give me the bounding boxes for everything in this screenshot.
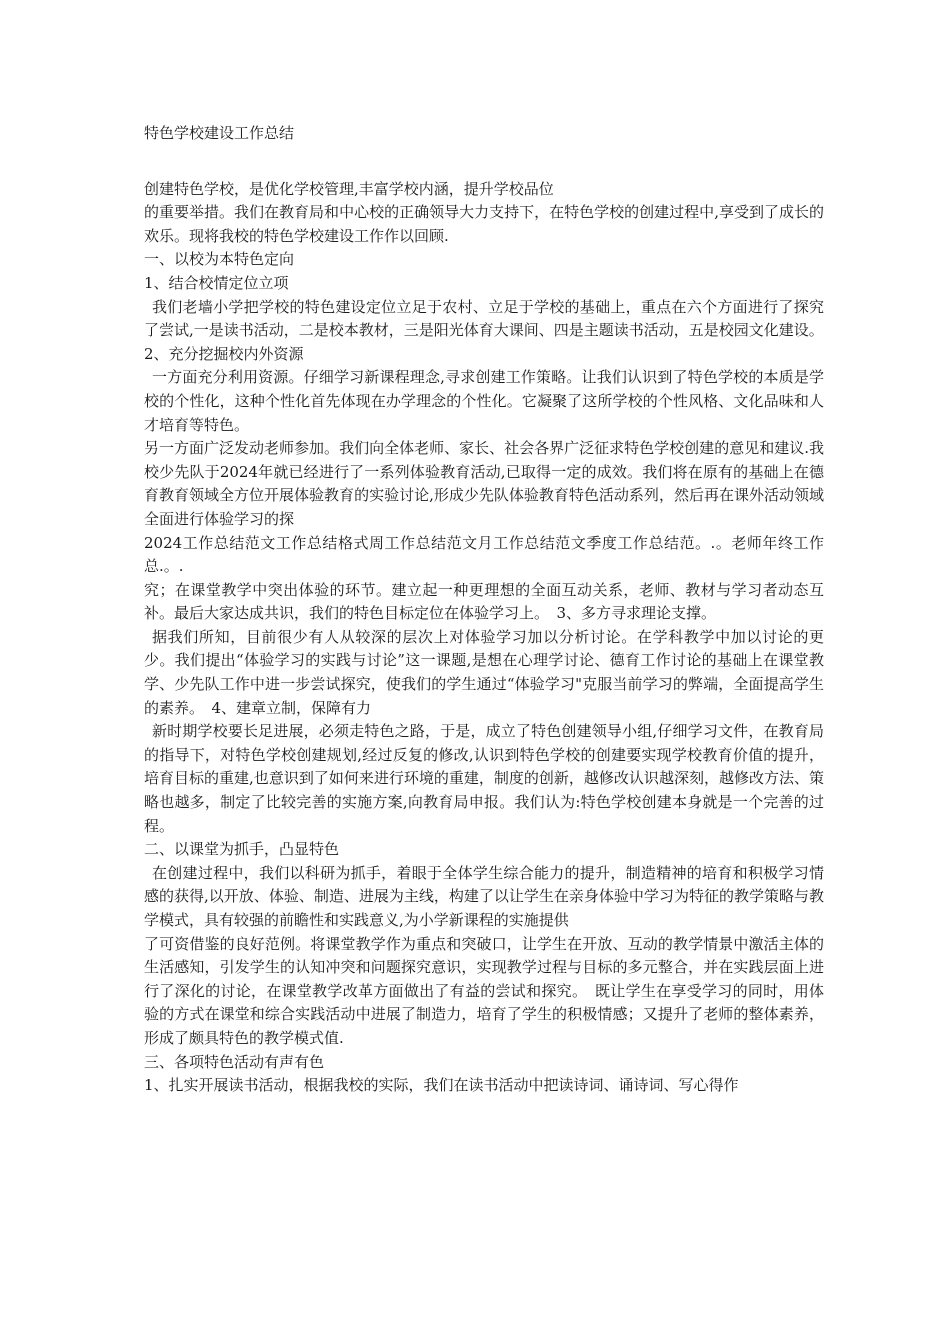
section-heading-2: 二、以课堂为抓手，凸显特色: [144, 840, 340, 859]
document-title: 特色学校建设工作总结: [144, 124, 295, 142]
paragraph-inserted-note: 2024工作总结范文工作总结格式周工作总结范文月工作总结范文季度工作总结范。.。老师年终工作总.。.: [144, 533, 824, 576]
paragraph-1-2-a: 一方面充分利用资源。仔细学习新课程理念,寻求创建工作策略。让我们认识到了特色学校的本质是学校的个性化，这种个性化首先体现在办学理念的个性化。它凝聚了这所学校的个性风格、文化品味和人才培育等特色。: [144, 368, 824, 434]
paragraph-1-1: 我们老墙小学把学校的特色建设定位立足于农村、立足于学校的基础上，重点在六个方面进行了探究了尝试,一是读书活动，二是校本教材，三是阳光体育大课间、四是主题读书活动，五是校园文化建设。: [144, 297, 824, 340]
paragraph-1-2-c: 究；在课堂教学中突出体验的环节。建立起一种更理想的全面互动关系，老师、教材与学习者动态互补。最后大家达成共识，我们的特色目标定位在体验学习上。 3、多方寻求理论支撑。: [144, 580, 824, 623]
paragraph-1-2-b: 另一方面广泛发动老师参加。我们向全体老师、家长、社会各界广泛征求特色学校创建的意见和建议.我校少先队于2024年就已经进行了一系列体验教育活动,已取得一定的成效。我们将在原有的基础上在德育教育领域全方位开展体验教育的实验讨论,形成少先队体验教育特色活动系列，然后再在课外活动领域全面进行体验学习的探: [144, 439, 824, 528]
paragraph-intro-2: 的重要举措。我们在教育局和中心校的正确领导大力支持下，在特色学校的创建过程中,享受到了成长的欢乐。现将我校的特色学校建设工作作以回顾.: [144, 203, 824, 245]
paragraph-3-1: 1、扎实开展读书活动，根据我校的实际，我们在读书活动中把读诗词、诵诗词、写心得作: [144, 1076, 739, 1095]
section-heading-1: 一、以校为本特色定向: [144, 250, 295, 269]
subsection-heading-1-2: 2、充分挖掘校内外资源: [144, 344, 304, 363]
section-heading-3: 三、各项特色活动有声有色: [144, 1052, 325, 1071]
subsection-heading-1-1: 1、结合校情定位立项: [144, 273, 289, 292]
paragraph-2-b: 了可资借鉴的良好范例。将课堂教学作为重点和突破口，让学生在开放、互动的教学情景中激活主体的生活感知，引发学生的认知冲突和问题探究意识，实现教学过程与目标的多元整合，并在实践层面上进行了深化的讨论，在课堂教学改革方面做出了有益的尝试和探究。 既让学生在享受学习的同时，用体验的方式在课堂和综合实践活动中进展了制造力，培育了学生的积极情感；又提升了老师的整体素养，形成了颇具特色的教学模式值.: [144, 934, 824, 1047]
paragraph-1-4: 新时期学校要长足进展，必须走特色之路，于是，成立了特色创建领导小组,仔细学习文件，在教育局的指导下，对特色学校创建规划,经过反复的修改,认识到特色学校的创建要实现学校教育价值的提升，培育目标的重建,也意识到了如何来进行环境的重建，制度的创新，越修改认识越深刻，越修改方法、策略也越多，制定了比较完善的实施方案,向教育局申报。我们认为:特色学校创建本身就是一个完善的过程。: [144, 722, 824, 835]
paragraph-1-3: 据我们所知，目前很少有人从较深的层次上对体验学习加以分析讨论。在学科教学中加以讨论的更少。我们提出“体验学习的实践与讨论”这一课题,是想在心理学讨论、德育工作讨论的基础上在课堂教学、少先队工作中进一步尝试探究，使我们的学生通过“体验学习"克服当前学习的弊端，全面提高学生的素养。 4、建章立制，保障有力: [144, 627, 824, 717]
document-page: [144, 122, 824, 1098]
paragraph-2-a: 在创建过程中，我们以科研为抓手，着眼于全体学生综合能力的提升，制造精神的培育和积极学习情感的获得,以开放、体验、制造、进展为主线，构建了以让学生在亲身体验中学习为特征的教学策略与教学模式，具有较强的前瞻性和实践意义,为小学新课程的实施提供: [144, 863, 824, 929]
paragraph-intro-1: 创建特色学校，是优化学校管理,丰富学校内涵，提升学校品位: [144, 179, 554, 198]
